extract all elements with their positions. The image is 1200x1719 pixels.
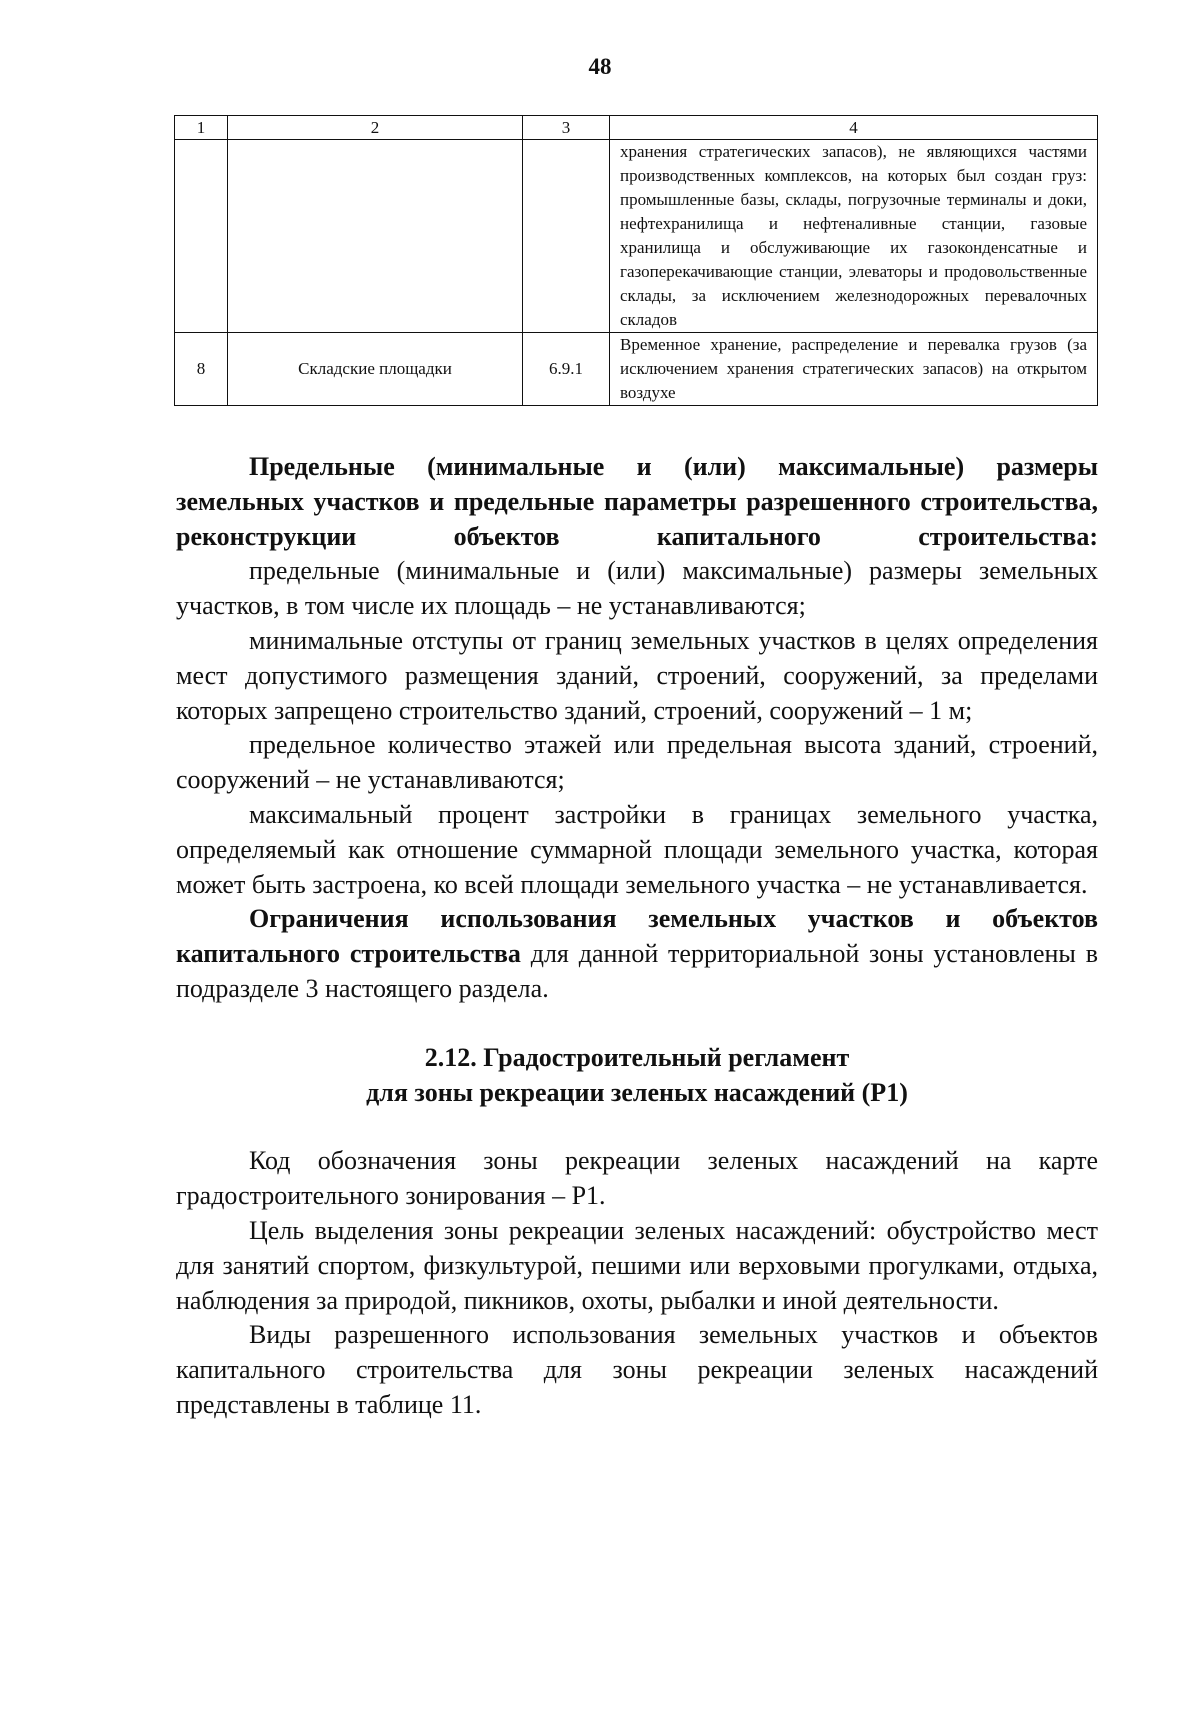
document-body	[176, 450, 1098, 1423]
row-number-cell: 8	[175, 333, 228, 406]
row-code-cell: 6.9.1	[523, 333, 610, 406]
section-title: Предельные (минимальные и (или) максимальные) размеры земельных участков и предельные параметры разрешенного строительства, реконструкции объектов капитального строительства:	[176, 452, 1098, 551]
paragraph: Код обозначения зоны рекреации зеленых насаждений на карте градостроительного зонирования – Р1.	[176, 1146, 1098, 1211]
paragraph: максимальный процент застройки в границах земельного участка, определяемый как отношение суммарной площади земельного участка, которая может быть застроена, ко всей площади земельного участка – не устанавливается.	[176, 799, 1098, 899]
land-use-table	[174, 115, 1098, 406]
row-description-cell: хранения стратегических запасов), не являющихся частями производственных комплексов, на которых был создан груз: промышленные базы, склады, погрузочные терминалы и доки, нефтехранилища и нефтеналивные станции, газовые хранилища и обслуживающие их газоконденсатные и газоперекачивающие станции, элеваторы и продовольственные склады, за исключением железнодорожных перевалочных складов	[610, 140, 1098, 333]
paragraph: предельные (минимальные и (или) максимальные) размеры земельных участков, в том числе их площадь – не устанавливаются;	[176, 556, 1098, 621]
row-number-cell	[175, 140, 228, 333]
table-row	[175, 333, 1098, 406]
section-heading-line-2: для зоны рекреации зеленых насаждений (Р1)	[366, 1077, 908, 1107]
paragraph: Виды разрешенного использования земельных участков и объектов капитального строительства для зоны рекреации зеленых насаждений представлены в таблице 11.	[176, 1320, 1098, 1419]
restrictions-text: для данной территориальной зоны установлены в подразделе 3 настоящего раздела.	[176, 939, 1098, 1003]
column-header-1: 1	[175, 116, 228, 140]
column-header-4: 4	[610, 116, 1098, 140]
column-header-2: 2	[228, 116, 523, 140]
page-number: 48	[588, 54, 612, 79]
row-code-cell	[523, 140, 610, 333]
restrictions-paragraph	[176, 902, 1098, 1006]
table-header-row	[175, 116, 1098, 140]
paragraph: Цель выделения зоны рекреации зеленых насаждений: обустройство мест для занятий спортом, физкультурой, пешими или верховыми прогулками, отдыха, наблюдения за природой, пикников, охоты, рыбалки и иной деятельности.	[176, 1215, 1098, 1315]
restrictions-bold-text: Ограничения использования земельных участков и объектов капитального строительства	[176, 904, 1098, 969]
row-name-cell	[228, 333, 523, 406]
row-description-cell: Временное хранение, распределение и перевалка грузов (за исключением хранения стратегических запасов) на открытом воздухе	[610, 333, 1098, 406]
section-heading-line-1: 2.12. Градостроительный регламент	[424, 1042, 850, 1072]
table-row	[175, 140, 1098, 333]
row-name-cell	[228, 140, 523, 333]
row-name-text: Складские площадки	[298, 359, 452, 378]
column-header-3: 3	[523, 116, 610, 140]
paragraph: минимальные отступы от границ земельных участков в целях определения мест допустимого размещения зданий, строений, сооружений, за пределами которых запрещено строительство зданий, строений, сооружений – 1 м;	[176, 625, 1098, 725]
paragraph: предельное количество этажей или предельная высота зданий, строений, сооружений – не устанавливаются;	[176, 730, 1098, 795]
